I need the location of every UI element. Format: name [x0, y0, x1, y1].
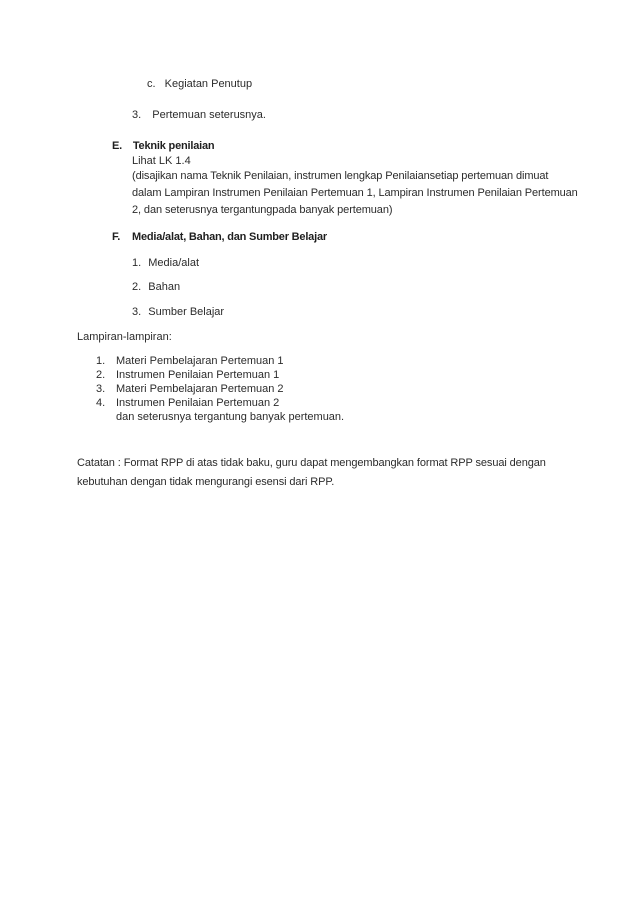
pertemuan-seterusnya-item — [132, 108, 266, 122]
item-marker: 1. — [96, 355, 106, 367]
media-item — [132, 256, 199, 270]
catatan-line: kebutuhan dengan tidak mengurangi esensi dari RPP. — [77, 476, 335, 488]
item-text: Materi Pembelajaran Pertemuan 1 — [116, 355, 284, 367]
section-marker: F. — [112, 231, 121, 243]
item-text: Instrumen Penilaian Pertemuan 2 — [116, 397, 280, 409]
teknik-note — [132, 168, 578, 219]
section-marker: E. — [112, 140, 122, 152]
item-marker: 3. — [96, 383, 106, 395]
item-text: Bahan — [148, 281, 181, 293]
section-title: Media/alat, Bahan, dan Sumber Belajar — [132, 231, 327, 243]
lampiran-heading: Lampiran-lampiran: — [77, 331, 172, 343]
note-line: 2, dan seterusnya tergantungpada banyak pertemuan) — [132, 204, 393, 216]
catatan-note — [77, 454, 546, 492]
section-f-heading — [112, 230, 327, 244]
catatan-line: Catatan : Format RPP di atas tidak baku, guru dapat mengembangkan format RPP sesuai dengan — [77, 457, 546, 469]
item-text: Sumber Belajar — [148, 306, 225, 318]
item-text: Pertemuan seterusnya. — [152, 109, 266, 121]
item-text: Kegiatan Penutup — [164, 78, 253, 90]
kegiatan-penutup-item — [147, 77, 252, 91]
note-line: dalam Lampiran Instrumen Penilaian Pertemuan 1, Lampiran Instrumen Penilaian Pertemuan — [132, 187, 578, 199]
lampiran-trailing: dan seterusnya tergantung banyak pertemuan. — [116, 411, 345, 423]
item-marker: 2. — [132, 281, 142, 293]
note-line: (disajikan nama Teknik Penilaian, instrumen lengkap Penilaiansetiap pertemuan dimuat — [132, 170, 549, 182]
item-marker: 3. — [132, 306, 142, 318]
item-marker: c. — [147, 78, 156, 90]
lampiran-item — [96, 368, 279, 382]
lampiran-item — [96, 396, 279, 410]
item-marker: 1. — [132, 257, 142, 269]
lampiran-item — [96, 382, 284, 396]
item-marker: 3. — [132, 109, 142, 121]
lampiran-item — [96, 354, 284, 368]
item-marker: 2. — [96, 369, 106, 381]
teknik-reference: Lihat LK 1.4 — [132, 155, 191, 167]
media-item — [132, 280, 180, 294]
item-text: Instrumen Penilaian Pertemuan 1 — [116, 369, 280, 381]
item-text: Materi Pembelajaran Pertemuan 2 — [116, 383, 284, 395]
media-item — [132, 305, 224, 319]
item-text: Media/alat — [148, 257, 200, 269]
section-e-heading — [112, 139, 214, 153]
item-marker: 4. — [96, 397, 106, 409]
section-title: Teknik penilaian — [132, 140, 215, 152]
